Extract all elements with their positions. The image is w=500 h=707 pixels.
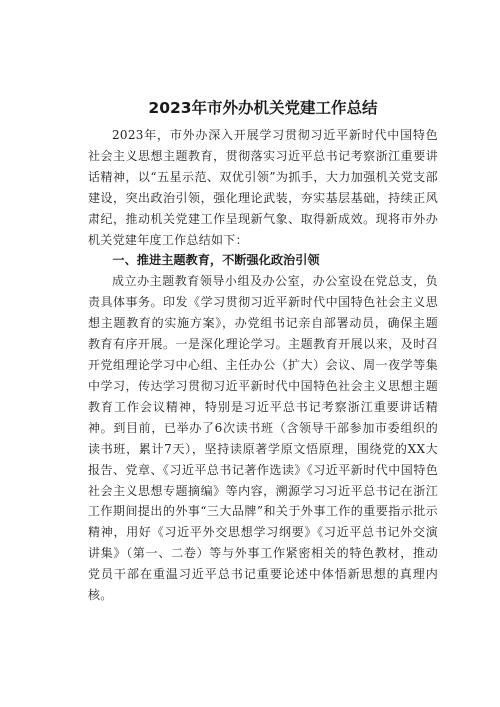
- section-1-heading: 一、推进主题教育，不断强化政治引领: [112, 253, 320, 268]
- document-page: [88, 96, 438, 606]
- intro-paragraph: 2023年，市外办深入开展学习贯彻习近平新时代中国特色社会主义思想主题教育，贯彻落实习近平总书记考察浙江重要讲话精神，以“五星示范、双优引领”为抓手，大力加强机关党支部建设，突出政治引领，强化理论武装，夯实基层基础，持续正风肃纪，推动机关党建工作呈现新气象、取得新成效。现将市外办机关党建年度工作总结如下：: [88, 128, 438, 247]
- section-1-paragraph: 成立办主题教育领导小组及办公室，办公室设在党总支，负责具体事务。印发《学习贯彻习近平新时代中国特色社会主义思想主题教育的实施方案》，办党组书记亲自部署动员，确保主题教育有序开展。一是深化理论学习。主题教育开展以来，及时召开党组理论学习中心组、主任办公（扩大）会议、周一夜学等集中学习，传达学习贯彻习近平新时代中国特色社会主义思想主题教育工作会议精神，特别是习近平总书记考察浙江重要讲话精神。到目前，已举办了6次读书班（含领导干部参加市委组织的读书班，累计7天），坚持读原著学原文悟原理，围绕党的XX大报告、党章、《习近平总书记著作选读》《习近平新时代中国特色社会主义思想专题摘编》等内容，溯源学习习近平总书记在浙江工作期间提出的外事“三大品牌”和关于外事工作的重要指示批示精神，用好《习近平外交思想学习纲要》《习近平总书记外交演讲集》（第一、二卷）等与外事工作紧密相关的特色教材，推动党员干部在重温习近平总书记重要论述中体悟新思想的真理内核。: [88, 274, 438, 603]
- document-title: 2023年市外办机关党建工作总结: [148, 99, 378, 117]
